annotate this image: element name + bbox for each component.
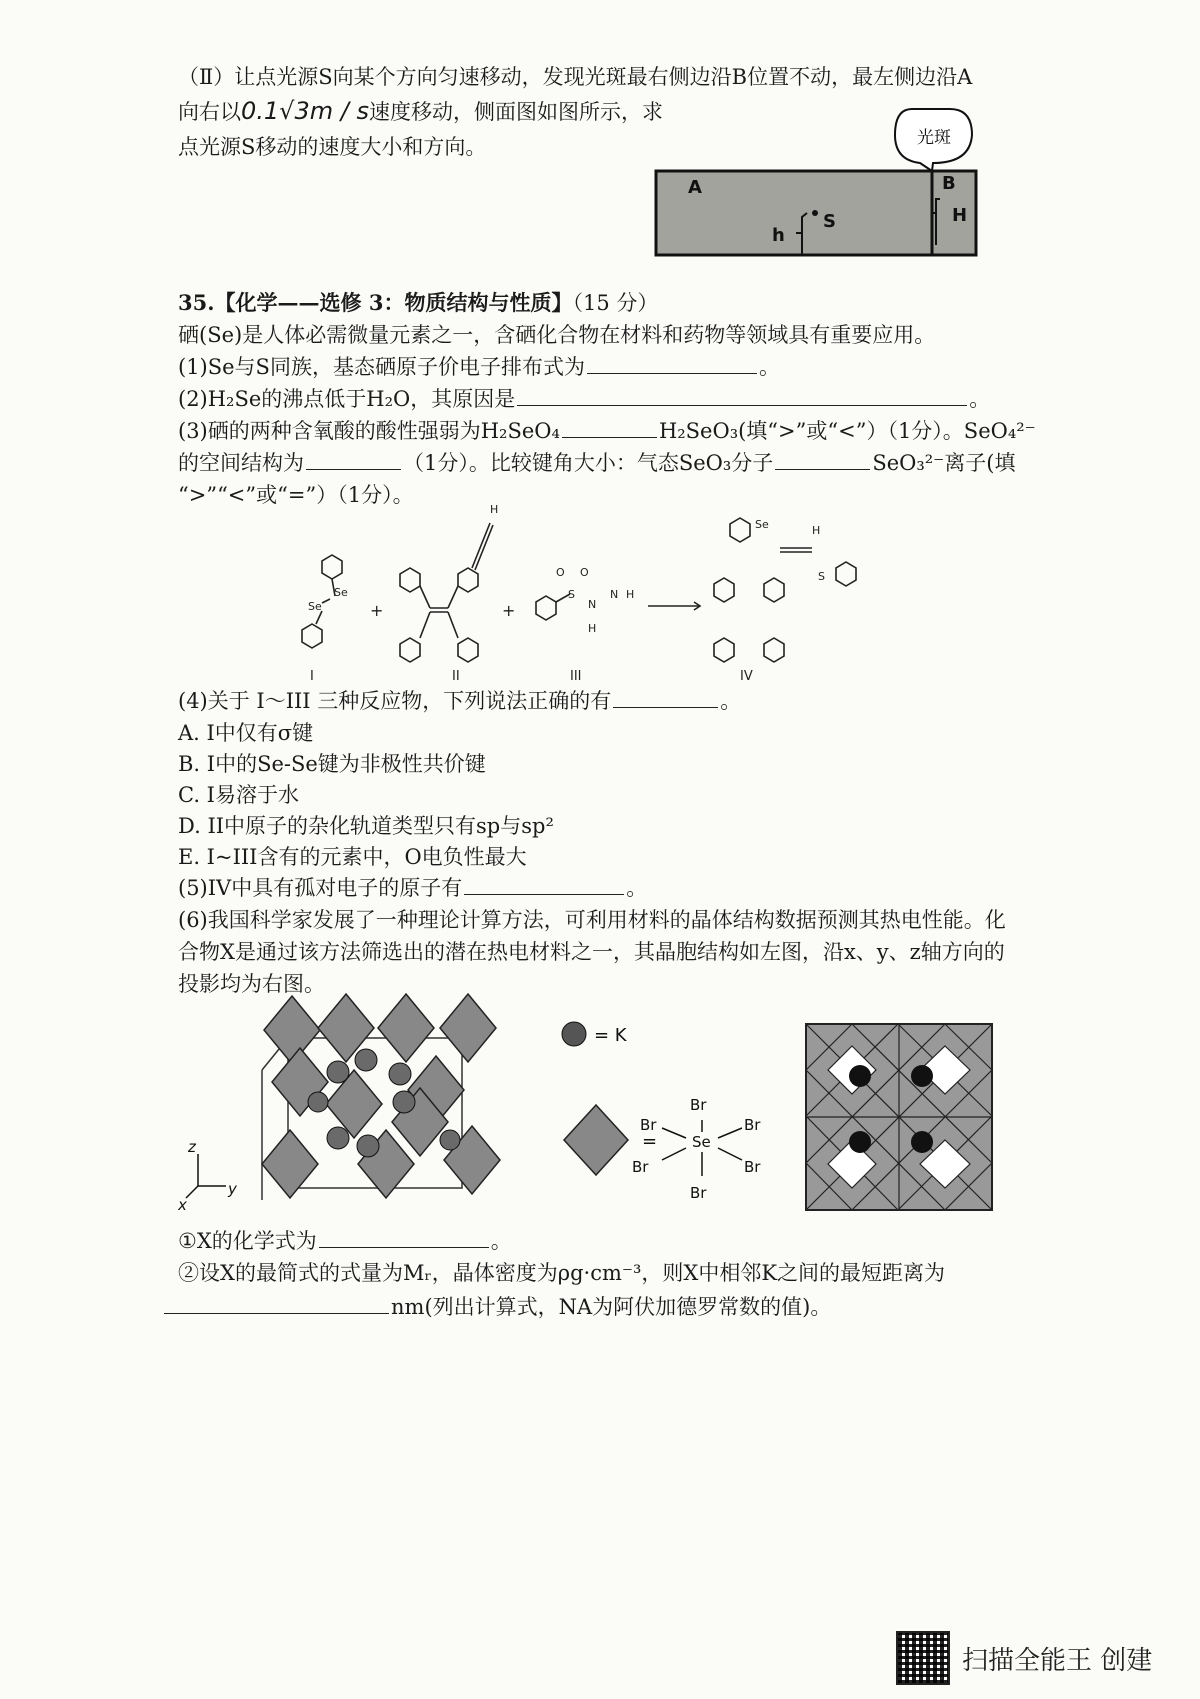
q35-c1: ①X的化学式为 。	[178, 1229, 512, 1253]
bubble-label: 光斑	[917, 128, 951, 148]
svg-text:Br: Br	[640, 1116, 657, 1134]
q35-s3-line3: “>”“<”或“=”）（1分）。	[178, 483, 414, 507]
option-d: D. II中原子的杂化轨道类型只有sp与sp²	[178, 814, 554, 838]
svg-text:H: H	[812, 524, 821, 537]
svg-text:H: H	[588, 622, 597, 635]
watermark-text: 扫描全能王 创建	[962, 1645, 1153, 1676]
svg-text:O: O	[556, 566, 565, 579]
svg-text:Se: Se	[308, 600, 322, 613]
light-spot-figure	[650, 105, 990, 265]
svg-text:H: H	[490, 503, 499, 516]
axis-y: y	[228, 1180, 237, 1198]
axis-z: z	[188, 1138, 196, 1156]
q35-intro: 硒(Se)是人体必需微量元素之一，含硒化合物在材料和药物等领域具有重要应用。	[178, 323, 936, 347]
legend-eq: =	[642, 1131, 658, 1152]
q35-title: 35.【化学——选修 3：物质结构与性质】（15 分）	[178, 290, 659, 315]
part2-line3: 点光源S移动的速度大小和方向。	[178, 135, 487, 159]
label-h: h	[772, 225, 785, 246]
svg-text:Br: Br	[744, 1116, 761, 1134]
svg-text:Br: Br	[690, 1184, 707, 1202]
svg-text:S: S	[568, 588, 575, 601]
svg-text:Br: Br	[690, 1096, 707, 1114]
svg-text:O: O	[580, 566, 589, 579]
q35-s6-line3: 投影均为右图。	[178, 972, 325, 996]
legend-k: = K	[594, 1025, 627, 1046]
q35-s5: (5)IV中具有孤对电子的原子有 。	[178, 876, 648, 900]
option-e: E. I~III含有的元素中，O电负性最大	[178, 845, 527, 869]
plus-2: +	[502, 601, 516, 620]
label-IV: IV	[740, 669, 753, 684]
svg-text:Se: Se	[692, 1133, 711, 1151]
svg-text:Br: Br	[632, 1158, 649, 1176]
projection-figure	[800, 1018, 1000, 1218]
svg-text:N: N	[610, 588, 619, 601]
q35-s6-line1: (6)我国科学家发展了一种理论计算方法，可利用材料的晶体结构数据预测其热电性能。化	[178, 908, 1006, 932]
reaction-scheme	[280, 498, 920, 688]
label-H: H	[952, 205, 968, 226]
svg-text:Se: Se	[755, 518, 769, 531]
q35-c2: ②设X的最简式的式量为Mᵣ，晶体密度为ρg·cm⁻³，则X中相邻K之间的最短距离为	[178, 1261, 946, 1285]
label-B: B	[942, 173, 956, 194]
q35-s2: (2)H₂Se的沸点低于H₂O，其原因是 。	[178, 387, 991, 411]
scanner-watermark	[896, 1628, 1152, 1688]
speed-value: 0.1√3m / s	[241, 97, 369, 125]
label-S: S	[823, 211, 836, 232]
part2-line1: （Ⅱ）让点光源S向某个方向匀速移动，发现光斑最右侧边沿B位置不动，最左侧边沿A	[178, 65, 973, 89]
option-c: C. I易溶于水	[178, 783, 299, 807]
q35-s1: (1)Se与S同族，基态硒原子价电子排布式为 。	[178, 355, 780, 379]
q35-s4: (4)关于 I～III 三种反应物，下列说法正确的有 。	[178, 689, 742, 713]
label-I: I	[310, 669, 314, 684]
svg-text:H: H	[626, 588, 635, 601]
q35-s6-line2: 合物X是通过该方法筛选出的潜在热电材料之一，其晶胞结构如左图，沿x、y、z轴方向的	[178, 940, 1005, 964]
q35-s3-line1: (3)硒的两种含氧酸的酸性强弱为H₂SeO₄ H₂SeO₃(填“>”或“<”）（1分）。SeO₄²⁻	[178, 419, 1036, 443]
q35-c3: nm(列出计算式，NA为阿伏加德罗常数的值)。	[162, 1292, 831, 1322]
qr-code-icon	[896, 1631, 950, 1685]
svg-text:Br: Br	[744, 1158, 761, 1176]
svg-text:S: S	[818, 570, 825, 583]
crystal-legend	[560, 1010, 810, 1225]
svg-text:Se: Se	[334, 586, 348, 599]
svg-text:N: N	[588, 598, 597, 611]
part2-line2: 向右以0.1√3m / s速度移动，侧面图如图所示，求	[178, 97, 663, 125]
plus-1: +	[370, 601, 384, 620]
crystal-cell-figure	[170, 990, 530, 1225]
label-III: III	[570, 669, 582, 684]
label-A: A	[688, 177, 702, 198]
option-a: A. I中仅有σ键	[178, 721, 314, 745]
axis-x: x	[178, 1196, 187, 1214]
label-II: II	[452, 669, 460, 684]
q35-s3-line2: 的空间结构为 （1分）。比较键角大小：气态SeO₃分子 SeO₃²⁻离子(填	[178, 451, 1016, 475]
option-b: B. I中的Se-Se键为非极性共价键	[178, 752, 486, 776]
